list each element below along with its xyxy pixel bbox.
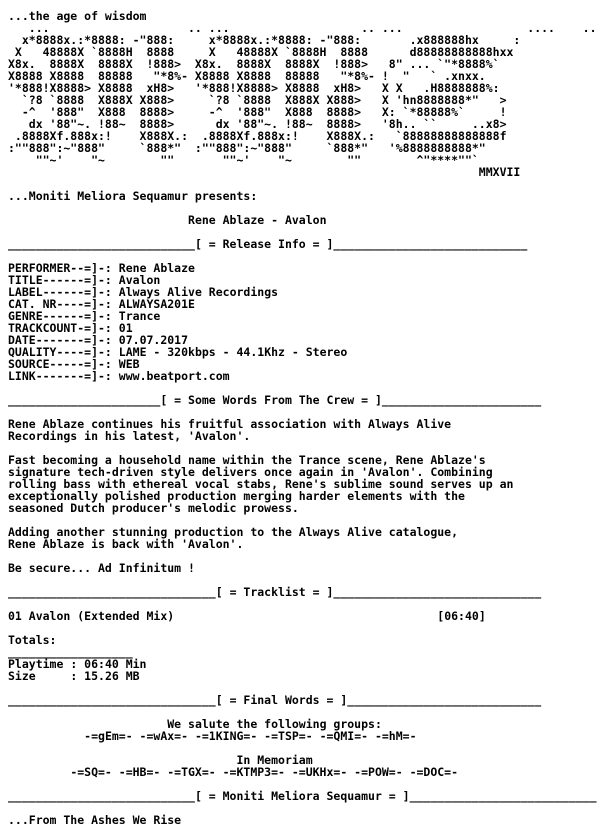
info-label: TRACKCOUNT-=]-: [8,321,112,335]
track-title: 01 Avalon (Extended Mix) [8,609,175,623]
memoriam-list: -=SQ=- -=HB=- -=TGX=- -=KTMP3=- -=UKHx=- -=POW=- -=DOC=- [70,765,459,779]
group-list: -=gEm=- -=wAx=- -=1KING=- -=TSP=- -=QMI=- -=hM=- [84,729,417,743]
memoriam-title: In Memoriam [236,753,313,767]
playtime-value: 06:40 Min [84,657,147,671]
info-row-link [8,369,230,383]
release-title: Rene Ablaze - Avalon [188,213,327,227]
info-value: ALWAYSA201E [118,297,195,311]
crew-paragraph: Adding another stunning production to the Always Alive catalogue, Rene Ablaze is back with 'Avalon'. [8,525,459,551]
playtime-row: Playtime : 06:40 Min [8,657,147,671]
presents-line: ...Moniti Meliora Sequamur presents: [8,189,258,203]
info-label: LABEL------=]-: [8,285,112,299]
group-ascii-logo: ... .. ... .. ... .... .. x*8888x.:*8888: -"888: x*8888x.:*8888: -"888: .x888888hx : X 48888X `8888H 8888 X 48888X `8888H 8888 d88888888888hxx X8x. 8888X 8888X !888> X8x. 8888X 8888X !888> 8" ... `"*8888%` X8888 X8888 88888 "*8%- X8888 X8888 88888 "*8%- ! " ` .xnxx. '*888!X8888> X8888 xH8> '*888!X8888> X8888 xH8> X X .H8888888%: `?8 `8888 X888X X888> `?8 `8888 X888X X888> X 'hn8888888*" > -^ '888" X888 8888> -^ '888" X888 8888> X: `*88888%` ! dx '88"~. !88~ 8888> dx '88"~. !88~ 8888> '8h.. `` ..x8> .8888Xf.888x:! X888X.: .8888Xf.888x:! X888X.: `88888888888888f :""888":~"888" `888*" :""888":~"888" `888*" '%8888888888*" ""~' "~ "" ""~' "~ "" ^"****""` MMXVII [8,21,597,179]
crew-words-header: [ = Some Words From The Crew = ] [160,393,382,407]
release-info-header: [ = Release Info = ] [194,237,334,251]
info-value: Trance [118,309,161,323]
crew-signoff: Be secure... Ad Infinitum ! [8,561,195,575]
info-label: GENRE------=]-: [8,309,112,323]
size-label: Size [8,669,36,683]
info-value: LAME - 320kbps - 44.1Khz - Stereo [118,345,348,359]
size-value: 15.26 MB [84,669,140,683]
size-row: Size : 15.26 MB [8,669,140,683]
info-label: PERFORMER--=]-: [8,261,112,275]
info-value: Rene Ablaze [118,261,195,275]
info-label: DATE-------=]-: [8,333,112,347]
info-label: CAT. NR----=]-: [8,297,112,311]
totals-label: Totals: [8,633,57,647]
crew-paragraph: Rene Ablaze continues his fruitful association with Always Alive Recordings in his latest, 'Avalon'. [8,417,452,443]
salute-text: We salute the following groups: [167,717,382,731]
crew-paragraph: Fast becoming a household name within the Trance scene, Rene Ablaze's signature tech-driven style delivers once again in 'Avalon'. Combining rolling bass with ethereal vocal stabs, Rene's sublime sound serves up an exceptionally polished production merging harder elements with the seasoned Dutch producer's melodic prowess. [8,453,514,515]
playtime-label: Playtime [8,657,64,671]
info-value: 01 [118,321,133,335]
info-value: www.beatport.com [118,369,230,383]
info-value: 07.07.2017 [118,333,189,347]
info-label: TITLE------=]-: [8,273,112,287]
tracklist-header: [ = Tracklist = ] [215,585,334,599]
info-label: LINK-------=]-: [8,369,112,383]
closing-line: ...From The Ashes We Rise [8,813,182,827]
track-duration: [06:40] [437,609,486,623]
info-label: QUALITY----=]-: [8,345,112,359]
intro-line: ...the age of wisdom [8,9,147,23]
info-value: Avalon [118,273,161,287]
track-row [8,609,486,623]
info-value: WEB [118,357,140,371]
final-words-header: [ = Final Words = ] [215,693,348,707]
footer-header: [ = Moniti Meliora Sequamur = ] [194,789,410,803]
info-label: SOURCE-----=]-: [8,357,112,371]
info-value: Always Alive Recordings [118,285,279,299]
